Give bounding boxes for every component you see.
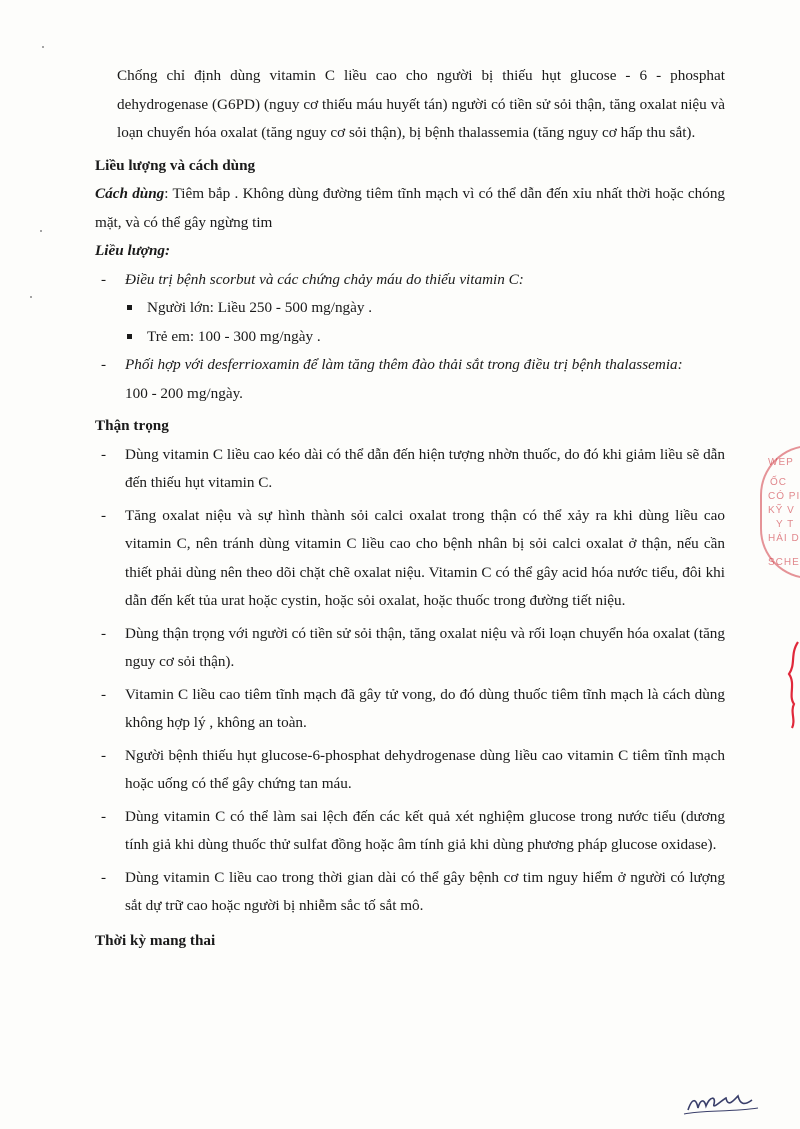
dash-bullet: -	[101, 868, 107, 886]
dose-sub-item-adult	[95, 294, 725, 323]
contraindication-paragraph: Chống chỉ định dùng vitamin C liều cao cho người bị thiếu hụt glucose - 6 - phosphat dehydrogenase (G6PD) (nguy cơ thiếu máu huyết tán) người có tiền sử sỏi thận, tăng oxalat niệu và loạn chuyển hóa oxalat (tăng nguy cơ sỏi thận), bị bệnh thalassemia (tăng nguy cơ hấp thu sắt).	[117, 67, 725, 141]
caution-item-text: Vitamin C liều cao tiêm tĩnh mạch đã gây tử vong, do đó dùng thuốc tiêm tĩnh mạch là cách dùng không hợp lý , không an toàn.	[125, 685, 725, 731]
dash-bullet: -	[101, 685, 107, 703]
dash-bullet: -	[101, 624, 107, 642]
handwritten-signature	[682, 1080, 762, 1120]
dash-bullet: -	[101, 807, 107, 825]
square-bullet-icon	[127, 334, 132, 339]
caution-item	[95, 864, 725, 921]
caution-item	[95, 620, 725, 677]
square-bullet-icon	[127, 305, 132, 310]
dosage-heading: Liều lượng và cách dùng	[95, 156, 256, 174]
dose-sub-item-child	[95, 323, 725, 352]
caution-item	[95, 502, 725, 616]
dose-item-text: Điều trị bệnh scorbut và các chứng chảy máu do thiếu vitamin C:	[125, 270, 524, 288]
scan-speck	[42, 46, 44, 48]
caution-item-text: Dùng vitamin C có thể làm sai lệch đến các kết quả xét nghiệm glucose trong nước tiểu (dương tính giả khi dùng thuốc thử sulfat đồng hoặc âm tính giả khi dùng phương pháp glucose oxidase).	[125, 807, 725, 853]
caution-item	[95, 803, 725, 860]
dose-item-thalassemia	[95, 351, 725, 408]
dose-item-scorbut	[95, 266, 725, 295]
dash-bullet: -	[101, 270, 107, 288]
dose-item-amount: 100 - 200 mg/ngày.	[125, 384, 243, 402]
usage-label: Cách dùng	[95, 185, 165, 202]
pregnancy-heading: Thời kỳ mang thai	[95, 931, 216, 949]
usage-paragraph	[95, 180, 725, 237]
usage-text: : Tiêm bắp . Không dùng đường tiêm tĩnh mạch vì có thể dẫn đến xỉu nhất thời hoặc chóng mặt, và có thể gây ngừng tim	[95, 185, 726, 231]
red-signature-mark	[784, 640, 800, 730]
dash-bullet: -	[101, 445, 107, 463]
caution-item	[95, 742, 725, 799]
caution-heading: Thận trọng	[95, 417, 169, 434]
caution-item-text: Tăng oxalat niệu và sự hình thành sỏi calci oxalat trong thận có thể xảy ra khi dùng liều cao vitamin C, nên tránh dùng vitamin C liều cao cho bệnh nhân bị sỏi calci oxalat ở thận, nếu cần thiết phải dùng nên theo dõi chặt chẽ oxalat niệu. Vitamin C có thể gây acid hóa nước tiểu, đôi khi dẫn đến kết tủa urat hoặc cystin, hoặc sỏi oxalat, hoặc thuốc trong đường tiết niệu.	[125, 506, 725, 609]
official-stamp: WEP ỐC CÓ PI KỸ V Y T HÁI D SCHE	[760, 445, 800, 579]
caution-item	[95, 681, 725, 738]
dash-bullet: -	[101, 746, 107, 764]
dose-label: Liều lượng:	[95, 242, 171, 259]
caution-item-text: Dùng vitamin C liều cao trong thời gian dài có thể gây bệnh cơ tim nguy hiểm ở người có lượng sắt dự trữ cao hoặc người bị nhiễm sắc tố sắt mô.	[125, 868, 725, 914]
dash-bullet: -	[101, 506, 107, 524]
scan-speck	[40, 230, 42, 232]
dash-bullet: -	[101, 356, 107, 373]
caution-item-text: Dùng thận trọng với người có tiền sử sỏi thận, tăng oxalat niệu và rối loạn chuyển hóa oxalat (tăng nguy cơ sỏi thận).	[125, 624, 725, 670]
document-body	[95, 62, 725, 955]
caution-item-text: Người bệnh thiếu hụt glucose-6-phosphat dehydrogenase dùng liều cao vitamin C tiêm tĩnh mạch hoặc uống có thể gây chứng tan máu.	[125, 746, 725, 792]
dose-item-text: Phối hợp với desferrioxamin để làm tăng thêm đào thải sắt trong điều trị bệnh thalassemia:	[125, 356, 683, 373]
dose-sub-item-text: Người lớn: Liều 250 - 500 mg/ngày .	[147, 299, 373, 316]
caution-item-text: Dùng vitamin C liều cao kéo dài có thể dẫn đến hiện tượng nhờn thuốc, do đó khi giảm liều sẽ dẫn đến thiếu hụt vitamin C.	[125, 445, 725, 491]
caution-item	[95, 441, 725, 498]
dose-sub-item-text: Trẻ em: 100 - 300 mg/ngày .	[147, 327, 321, 345]
scan-speck	[30, 296, 32, 298]
